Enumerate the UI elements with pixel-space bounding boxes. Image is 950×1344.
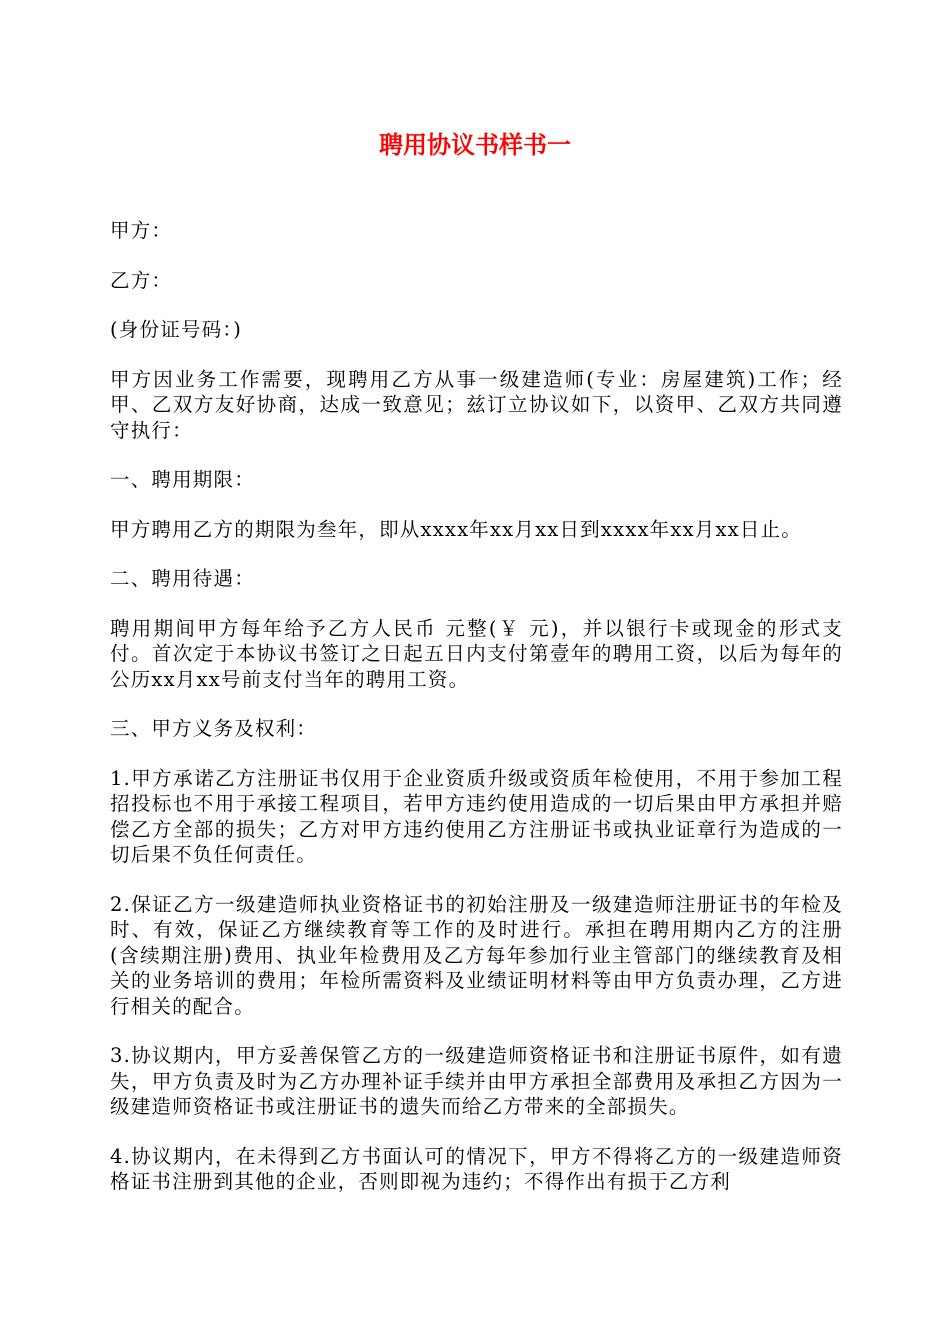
section-heading-compensation: 二、聘用待遇： [110,567,255,590]
party-b-line: 乙方： [110,268,173,292]
clause-2: 2.保证乙方一级建造师执业资格证书的初始注册及一级建造师注册证书的年检及时、有效，保证乙方继续教育等工作的及时进行。承担在聘用期内乙方的注册(含续期注册)费用、执业年检费用及乙方每年参加行业主管部门的继续教育及相关的业务培训的费用；年检所需资料及业绩证明材料等由甲方负责办理，乙方进行相关的配合。 [110,892,843,1018]
section-heading-obligations: 三、甲方义务及权利： [110,717,318,740]
compensation-paragraph: 聘用期间甲方每年给予乙方人民币 元整(￥ 元)，并以银行卡或现金的形式支付。首次定于本协议书签订之日起五日内支付第壹年的聘用工资，以后为每年的公历xx月xx号前支付当年的聘用工资。 [110,616,843,691]
party-a-line: 甲方： [110,219,173,242]
clause-1: 1.甲方承诺乙方注册证书仅用于企业资质升级或资质年检使用，不用于参加工程招投标也不用于承接工程项目，若甲方违约使用造成的一切后果由甲方承担并赔偿乙方全部的损失；乙方对甲方违约使用乙方注册证书或执业证章行为造成的一切后果不负任何责任。 [110,766,843,866]
document-title: 聘用协议书样书一 [379,131,571,159]
document-body [110,218,843,1195]
clause-3: 3.协议期内，甲方妥善保管乙方的一级建造师资格证书和注册证书原件，如有遗失，甲方负责及时为乙方办理补证手续并由甲方承担全部费用及承担乙方因为一级建造师资格证书或注册证书的遗失而给乙方带来的全部损失。 [110,1044,843,1118]
term-paragraph: 甲方聘用乙方的期限为叁年，即从xxxx年xx月xx日到xxxx年xx月xx日止。 [110,517,802,541]
preamble-paragraph: 甲方因业务工作需要，现聘用乙方从事一级建造师(专业：房屋建筑)工作；经甲、乙双方友好协商，达成一致意见；兹订立协议如下，以资甲、乙双方共同遵守执行： [110,367,843,442]
id-number-line: (身份证号码：) [110,318,243,341]
clause-4: 4.协议期内，在未得到乙方书面认可的情况下，甲方不得将乙方的一级建造师资格证书注册到其他的企业，否则即视为违约；不得作出有损于乙方利 [110,1144,843,1193]
section-heading-term: 一、聘用期限： [110,468,255,491]
